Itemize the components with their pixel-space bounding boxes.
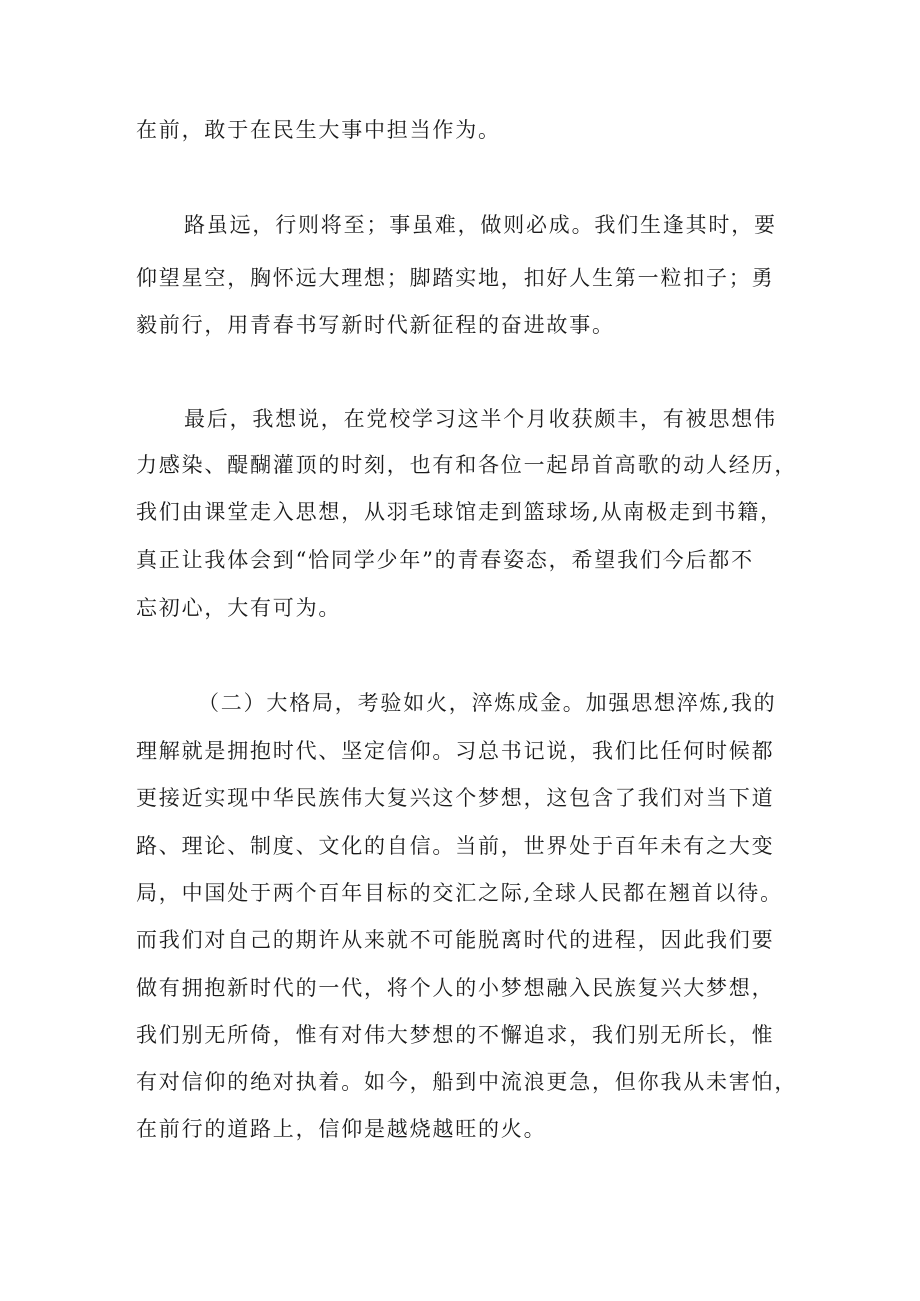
text-line: 我们别无所倚，惟有对伟大梦想的不懈追求，我们别无所长，惟 <box>136 1023 775 1047</box>
section-heading-line: （二）大格局，考验如火，淬炼成金。加强思想淬炼,我的 <box>198 691 777 715</box>
text-line: 毅前行，用青春书写新时代新征程的奋进故事。 <box>136 313 615 337</box>
text-line: 路、理论、制度、文化的自信。当前，世界处于百年未有之大变 <box>136 834 775 858</box>
text-line: 更接近实现中华民族伟大复兴这个梦想，这包含了我们对当下道 <box>136 786 775 810</box>
text-line: 有对信仰的绝对执着。如今，船到中流浪更急，但你我从未害怕， <box>136 1070 798 1094</box>
text-line: 仰望星空，胸怀远大理想；脚踏实地，扣好人生第一粒扣子；勇 <box>136 266 775 290</box>
text-line: 在前，敢于在民生大事中担当作为。 <box>136 118 501 142</box>
text-line: 真正让我体会到“恰同学少年”的青春姿态，希望我们今后都不 <box>136 548 754 572</box>
text-line: 路虽远，行则将至；事虽难，做则必成。我们生逢其时，要 <box>184 213 777 237</box>
text-line: 做有拥抱新时代的一代，将个人的小梦想融入民族复兴大梦想， <box>136 976 775 1000</box>
text-line: 忘初心，大有可为。 <box>136 596 342 620</box>
text-line: 在前行的道路上，信仰是越烧越旺的火。 <box>136 1117 547 1141</box>
text-line: 而我们对自己的期许从来就不可能脱离时代的进程，因此我们要 <box>136 928 775 952</box>
text-line: 局，中国处于两个百年目标的交汇之际,全球人民都在翘首以待。 <box>136 881 783 905</box>
text-line: 理解就是拥抱时代、坚定信仰。习总书记说，我们比任何时候都 <box>136 739 775 763</box>
text-line: 最后，我想说，在党校学习这半个月收获颇丰，有被思想伟 <box>184 407 777 431</box>
text-line: 我们由课堂走入思想，从羽毛球馆走到篮球场,从南极走到书籍， <box>136 500 783 524</box>
text-line: 力感染、醍醐灌顶的时刻，也有和各位一起昂首高歌的动人经历， <box>136 453 798 477</box>
